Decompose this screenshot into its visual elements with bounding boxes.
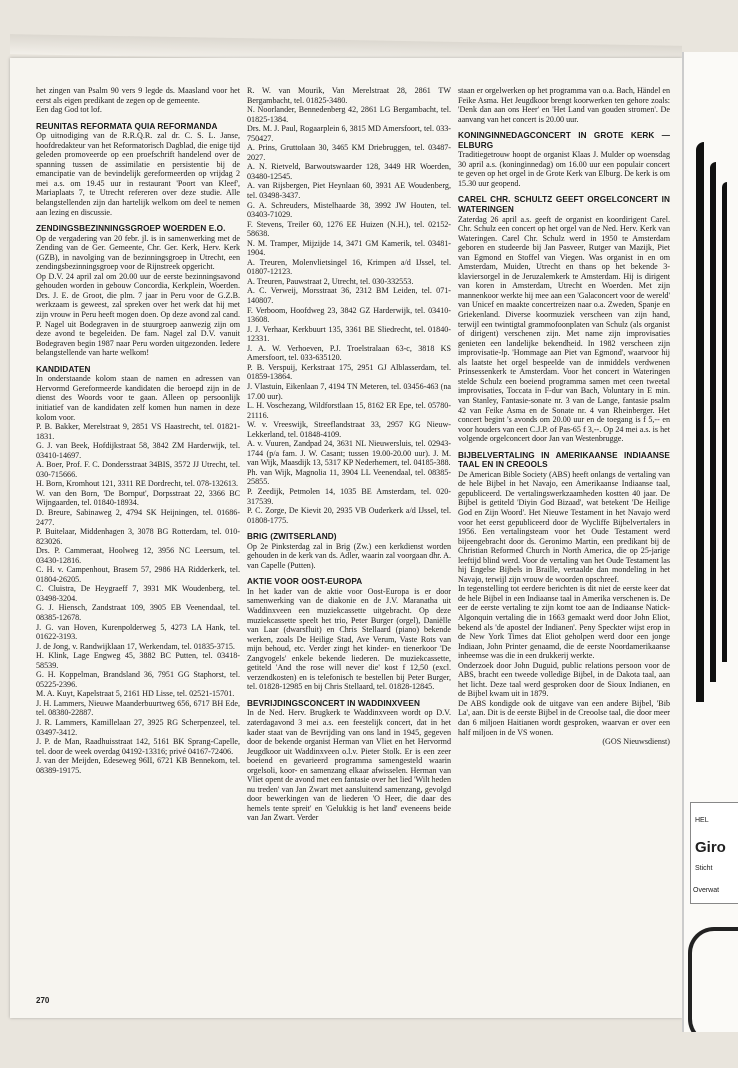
paragraph: H. Born, Kromhout 121, 3311 RE Dordrecht, tel. 078-132613.	[36, 479, 239, 489]
paragraph: W. van den Born, 'De Bornput', Dorpsstraat 22, 3366 BC Wijngaarden, tel. 01840-18934.	[36, 488, 240, 508]
paragraph: F. Stevens, Treiler 60, 1276 EE Huizen (N.H.), tel. 02152-58638.	[247, 219, 451, 239]
article-heading: REUNITAS REFORMATA QUIA REFORMANDA	[36, 121, 218, 131]
paragraph: G. H. Koppelman, Brandsland 36, 7951 GG Staphorst, tel. 05225-2396.	[36, 670, 240, 689]
paragraph: D. Breure, Sabinaweg 2, 4794 SK Heijningen, tel. 01686-2477.	[36, 507, 240, 527]
paragraph: A. Prins, Gruttolaan 30, 3465 KM Driebruggen, tel. 03487-2027.	[247, 143, 451, 162]
paragraph: In tegenstelling tot eerdere berichten is dit niet de eerste keer dat de hele Bijbel in een Indiaanse taal in Amerika verschenen is. De eer de eerste vertaling te zijn komt toe aan de Indiaanse Natick-Algonquin vertaling die in 1663 gemaakt werd door John Eliot, bekend als 'de apostel der Indianen'. Peny Speckter wijst erop in de New York Times dat Eliot geholpen werd door een jonge Indiaan, John Printer genaamd, die de eerste Noordamerikaanse inheemse was die in een drukkerij werkte.	[458, 584, 670, 661]
article-heading: BIJBELVERTALING IN AMERIKAANSE INDIAANSE TAAL EN IN CREOOLS	[458, 450, 670, 470]
paragraph: N. M. Tramper, Mijzijde 14, 3471 GM Kamerik, tel. 03481-1904.	[247, 238, 451, 258]
paragraph: A. Boer, Prof. F. C. Dondersstraat 34BIS, 3572 JJ Utrecht, tel. 030-715666.	[36, 460, 240, 479]
article-heading: AKTIE VOOR OOST-EUROPA	[247, 577, 363, 587]
article-heading: KANDIDATEN	[36, 364, 91, 374]
paragraph: F. Verboom, Hoofdweg 23, 3842 GZ Harderwijk, tel. 03410-13608.	[247, 305, 451, 325]
facing-page	[682, 52, 738, 1032]
paragraph: A. v. Vuuren, Zandpad 24, 3631 NL Nieuwersluis, tel. 02943-1744 (p/a fam. J. W. Casant; tussen 19.00-20.00 uur). J. M. van Wijk, Maasdijk 13, 5317 KP Nederhemert, tel. 04185-388.	[247, 439, 451, 468]
paragraph: J. J. Verhaar, Kerkbuurt 135, 3361 BE Sliedrecht, tel. 01840-12331.	[247, 324, 451, 344]
column-middle	[247, 86, 451, 823]
paragraph: G. J. Hiensch, Zandstraat 109, 3905 EB Veenendaal, tel. 08385-12678.	[36, 603, 240, 622]
paragraph: W. v. Vreeswijk, Streeflandstraat 33, 2957 KG Nieuw-Lekkerland, tel. 01848-4109.	[247, 420, 451, 439]
paragraph: De American Bible Society (ABS) heeft onlangs de vertaling van de hele Bijbel in het Navajo, een Amerikaanse Indiaanse taal, gepubliceerd. De vertalingswerkzaamheden kostten 40 jaar. De Bijbel is getiteld 'Diyin God Bizaad', wat betekent 'De Heilige God en Zijn Woord'. Het Nieuwe Testament in het Navajo werd voor het eerst gepubliceerd door de Wycliffe Bijbelvertalers in 1956. Een vertalingsteam voor het Oude Testament werd bijeengebracht door ds. Geronimo Martin, een predikant bij de Christian Reformed Church in North America, die op 25-jarige leeftijd blind werd. Voor de vertaling van het Oude Testament las hij Engelse Bijbels in Braille, vertaalde dan mondeling in het Navajo, terwijl zijn vrouw de woorden opschreef.	[458, 469, 670, 584]
ad-stripe	[722, 182, 727, 662]
paragraph: J. Vlastuin, Eikenlaan 7, 4194 TN Meteren, tel. 03456-463 (na 17.00 uur).	[247, 381, 451, 401]
paragraph: Een dag God tot lof.	[36, 105, 102, 115]
paragraph: J. H. Lammers, Nieuwe Maanderbuurtweg 656, 6717 BH Ede, tel. 08380-22887.	[36, 698, 240, 718]
paragraph: De ABS kondigde ook de uitgave van een andere Bijbel, 'Bib La', aan. Dit is de eerste Bijbel in de Creoolse taal, die door meer dan 6 miljoen Haitianen wordt gesproken, waarvan er over een half miljoen in de VS wonen.	[458, 698, 670, 737]
paragraph: het zingen van Psalm 90 vers 9 legde ds. Maasland voor het eerst als eigen predikant de zegen op de gemeente.	[36, 86, 240, 105]
paragraph: L. H. Voschezang, Wildforstlaan 15, 8162 ER Epe, tel. 05780-21116.	[247, 401, 451, 420]
paragraph: P. B. Bakker, Merelstraat 9, 2851 VS Haastrecht, tel. 01821-1831.	[36, 422, 240, 441]
paragraph: A. Treuren, Molenvlietsingel 16, Krimpen a/d IJssel, tel. 01807-12123.	[247, 257, 451, 277]
paragraph: J. de Jong, v. Randwijklaan 17, Werkendam, tel. 01835-3715.	[36, 641, 235, 651]
paragraph: P. B. Verspuij, Kerkstraat 175, 2951 GJ Alblasserdam, tel. 01859-13864.	[247, 362, 451, 382]
paragraph: Op uitnodiging van de R.R.Q.R. zal dr. C. S. L. Janse, hoofdredakteur van het Reformatorisch Dagblad, die enige tijd geleden promoveerde op een proefschrift handelend over de spanning tussen de assimilatie en persistentie bij de emancipatie van de bevindelijk gereformeerden op vrijdag 2 mei a.s. om 19.45 uur in restaurant 'Poort van Kleef', Mariaplaats 7, te Utrecht refereren over deze studie. Alle belangstellenden zijn dan hartelijk welkom om deel te nemen aan lezing en discussie.	[36, 131, 240, 217]
paragraph: In het kader van de aktie voor Oost-Europa is er door samenwerking van de diakonie en de J.V. Maranatha uit Waddinxveen een muziekcassette uitgebracht. Op deze muziekcassette speelt het trio, Peter Burger (orgel), Daniëlle van Laar (dwarsfluit) en Chris Stellaard (piano) bekende werken, zoals De Heilige Stad, Ave Verum, Vaste Rots van mijn behoud, etc. Verder zingt het kinder- en tienerkoor 'De Zangvogels' enkele bekende liederen. De muziekcassette, getiteld 'And the rose will never die' kost f 12,50 (excl. verzendkosten) en is telefonisch te bestellen bij Peter Burger, tel. 01828-12985 en bij Chris Stellaard, tel. 01828-12845.	[247, 586, 451, 692]
paragraph: P. C. Zorge, De Kievit 20, 2935 VB Ouderkerk a/d IJssel, tel. 01808-1775.	[247, 506, 451, 525]
ad-stripe	[696, 142, 704, 702]
paragraph: J. van der Meijden, Edeseweg 96II, 6721 KB Bennekom, tel. 08389-19175.	[36, 756, 240, 775]
paragraph: C. H. v. Campenhout, Brasem 57, 2986 HA Ridderkerk, tel. 01804-26205.	[36, 565, 240, 584]
paragraph: staan er orgelwerken op het programma van o.a. Bach, Händel en Feike Asma. Het Jeugdkoor brengt koorwerken ten gehore zoals: 'Denk dan aan ons Heer' en 'Het Land van gouden stromen'. De aanvang van het concert is 20.00 uur.	[458, 86, 670, 124]
advert-title: Giro	[695, 839, 726, 856]
paragraph: Op 2e Pinksterdag zal in Brig (Zw.) een kerkdienst worden gehouden in de kerk van ds. Adler, waarin zal voorgaan dhr. A. van Capelle (Putten).	[247, 541, 451, 570]
ad-stripe	[710, 162, 716, 682]
paragraph: P. Zeedijk, Petmolen 14, 1035 BE Amsterdam, tel. 020-317539.	[247, 486, 451, 506]
paragraph: G. J. van Beek, Hofdijkstraat 58, 3842 ZM Harderwijk, tel. 03410-14697.	[36, 441, 240, 460]
article-heading: BRIG (ZWITSERLAND)	[247, 532, 337, 542]
paragraph: P. Buitelaar, Middenhagen 3, 3078 BG Rotterdam, tel. 010-823026.	[36, 527, 240, 546]
paragraph: A. C. Verweij, Morsstraat 36, 2312 BM Leiden, tel. 071-140807.	[247, 286, 451, 306]
article-heading: CAREL CHR. SCHULTZ GEEFT ORGELCONCERT IN WATERINGEN	[458, 195, 670, 215]
paragraph: Ph. van Wijk, Magnolia 11, 3904 LL Veenendaal, tel. 08385-25855.	[247, 467, 451, 487]
paragraph: G. A. Schreuders, Mistelhaarde 38, 3992 JW Houten, tel. 03403-71029.	[247, 200, 451, 220]
advert-line: Overwat	[693, 887, 720, 894]
column-left	[36, 86, 240, 775]
paragraph: Onderzoek door John Duguid, public relations persoon voor de ABS, bracht een tweede volledige Bijbel, in de Dakota taal, aan het licht. Deze taal werd gesproken door de Sioux Indianen, en de Bijbel kwam uit in 1879.	[458, 660, 670, 699]
advert-logo	[688, 927, 738, 1032]
article-heading: KONINGINNEDAGCONCERT IN GROTE KERK — ELBURG	[458, 131, 670, 150]
paragraph: A. N. Rietveld, Barwoutswaarder 128, 3449 HR Woerden, 03480-12545.	[247, 162, 451, 181]
column-right	[458, 86, 670, 747]
paragraph: H. Klink, Lage Engweg 45, 3882 BC Putten, tel. 03418-58539.	[36, 651, 240, 670]
paragraph: C. Cluistra, De Heygraeff 7, 3931 MK Woudenberg, tel. 03498-3204.	[36, 584, 240, 603]
paragraph: A. van Rijsbergen, Piet Heynlaan 60, 3931 AE Woudenberg, tel. 03498-3437.	[247, 181, 451, 201]
paragraph: J. G. van Hoven, Kurenpolderweg 5, 4273 LA Hank, tel. 01622-3193.	[36, 622, 240, 642]
paragraph: In onderstaande kolom staan de namen en adressen van Hervormd Gereformeerde kandidaten die beroepd zijn in de dienst des Woords voor te gaan. Alleen op persoonlijk initiatief van de kandidaten zelf komen hun namen in deze kolom voor.	[36, 374, 240, 422]
paragraph: Drs. M. J. Paul, Rogaarplein 6, 3815 MD Amersfoort, tel. 033-750427.	[247, 124, 451, 143]
paragraph: M. A. Kuyt, Kapelstraat 5, 2161 HD Lisse, tel. 02521-15701.	[36, 689, 235, 699]
paragraph: Drs. P. Cammeraat, Hoolweg 12, 3956 NC Leersum, tel. 03430-12816.	[36, 546, 240, 565]
advert-line: HEL	[695, 817, 709, 824]
advert-box	[690, 802, 738, 904]
paragraph: Op D.V. 24 april zal om 20.00 uur de eerste bezinningsavond gehouden worden in gebouw Concordia, Kerkplein, Woerden. Drs. J. E. de Groot, die plm. 7 jaar in Peru voor de G.Z.B. werkzaam is geweest, zal spreken over het werk dat hij met zijn vrouw in Peru heeft mogen doen. Op deze avond zal cand. P. Nagel uit Bodegraven in de stuurgroep aanwezig zijn om deze avond te begeleiden. De fam. Nagel zal D.V. vanuit Bodegraven begin 1987 naar Peru worden uitgezonden. Iedere belangstellende van harte welkom!	[36, 271, 240, 358]
page-number: 270	[36, 996, 50, 1005]
paragraph: N. Noorlander, Bennedenberg 42, 2861 LG Bergambacht, tel. 01825-1384.	[247, 105, 451, 124]
paragraph: A. Treuren, Pauwstraat 2, Utrecht, tel. 030-332553.	[247, 276, 414, 286]
paragraph: Zaterdag 26 april a.s. geeft de organist en koordirigent Carel. Chr. Schulz een concert op het orgel van de Ned. Herv. Kerk van Wateringen. Carel Chr. Schulz werd in 1950 te Amsterdam geboren en studeerde bij Jan Pasveer, Rutger van Mazijk, Piet van Egmond en Stoffel van Viegen. Was organist in en om Amsterdam, Muiden, Utrecht en thans op het bekende 3-klaviersorgel in de Jeruzalemkerk te Amsterdam. Hij is dirigent van koren in Amsterdam, Utrecht en Woerden. Met zijn mannenkoor werkte hij mee aan een 'Galaconcert voor de wereld' van Unicef en maakte concertreizen naar o.a. Zweden, Spanje en Griekenland. Diverse koormuziek verscheen van zijn hand, terwijl een twintigtal grammofoonplaten van Schulz (als organist of dirigent) verschenen zijn. Met name zijn improvisaties genieten een landelijke bekendheid. In 1982 verscheen zijn improvisatie-lp. 'Hommage aan Piet van Egmond', waarvoor hij als laatste het orgel bespeelde van de inmiddels verdwenen Prinsessenkerk te Amsterdam. Voor het concert in Wateringen stelde Schulz een boeiend programma samen met ceen tweetal improvisaties, Toccata in F-dur van Bach, Voluntary in E min. van Stanley, Fantasie-sonate nr. 3 van de Lange, fantasie psalm 42 van Feike Asma en de Sonate nr. 4 van Rheinberger. Het concert begint 's avonds om 20.00 uur en de toegang is f 5,-- en voor houders van een C.J.P. of Pas-65 f 3,--. Op 24 mei a.s. is het volgende orgelconcert door Jan van Westenbrugge.	[458, 214, 670, 444]
paragraph: Traditiegetrouw hoopt de organist Klaas J. Mulder op woensdag 30 april a.s. (koninginnedag) om 16.00 uur een populair concert te geven op het orgel in de Grote Kerk van Elburg. De kerk is om 15.30 uur geopend.	[458, 150, 670, 188]
paragraph: (GOS Nieuwsdienst)	[602, 737, 670, 747]
paragraph: J. P. de Man, Raadhuisstraat 142, 5161 BK Sprang-Capelle, tel. door de week overdag 04192-13316; privé 04167-72406.	[36, 737, 240, 756]
paragraph: In de Ned. Herv. Brugkerk te Waddinxveen wordt op D.V. zaterdagavond 3 mei a.s. een feestelijk concert, dat in het kader staat van de Bevrijding van ons land in 1945, gegeven door de bekende organist Herman van Vliet en het Hervormd Jeugdkoor uit Waddinxveen o.l.v. Pieter Stolk. Er is een zeer boeiend en gevarieerd programma samengesteld waarin orgelsoli, koor- en samenzang elkaar afwisselen. Herman van Vliet opent de avond met een fantasie over het lied 'Wilt heden nu treden' van Jan Zwart met aansluitend samenzang, gevolgd door bewerkingen van de liederen 'O Heer, die daar des hemels tente spreit' en 'Gelukkig is het land' eveneens beide van Jan Zwart. Verder	[247, 708, 451, 823]
paragraph: Op de vergadering van 20 febr. jl. is in samenwerking met de Zending van de Ger. Gemeente, Chr. Ger. Kerk, Herv. Kerk (GZB), in navolging van de bezinningsgroep in Utrecht, een zendingsbezinningsgroep voor de Rijnstreek opgericht.	[36, 233, 240, 272]
advert-line: Sticht	[695, 865, 713, 872]
article-heading: ZENDINGSBEZINNINGSGROEP WOERDEN E.O.	[36, 224, 226, 234]
article-heading: BEVRIJDINGSCONCERT IN WADDINXVEEN	[247, 698, 420, 708]
paragraph: J. A. W. Verhoeven, P.J. Troelstralaan 63-c, 3818 KS Amersfoort, tel. 033-635120.	[247, 343, 451, 363]
paragraph: R. W. van Mourik, Van Merelstraat 28, 2861 TW Bergambacht, tel. 01825-3480.	[247, 86, 451, 105]
paragraph: J. R. Lammers, Kamillelaan 27, 3925 RG Scherpenzeel, tel. 03497-3412.	[36, 718, 240, 737]
